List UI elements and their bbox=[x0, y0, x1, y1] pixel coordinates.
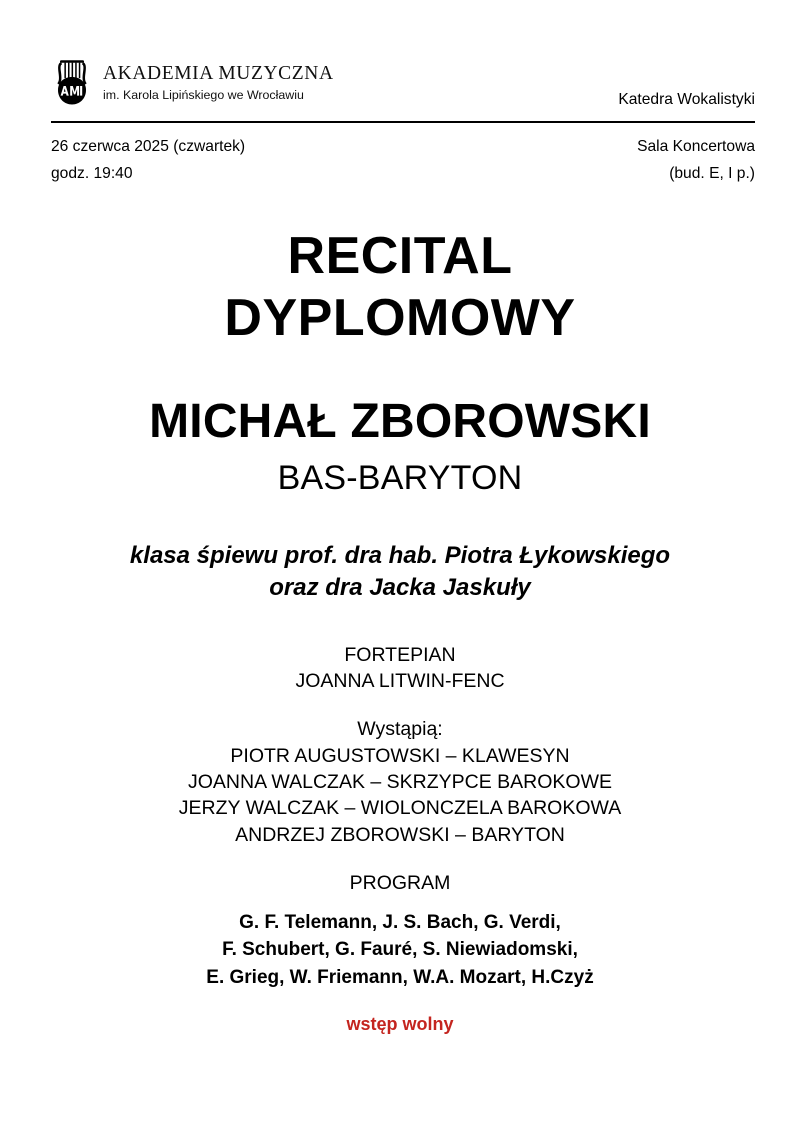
program-heading: PROGRAM bbox=[349, 871, 451, 894]
piano-credit bbox=[0, 643, 800, 694]
program-composers bbox=[0, 909, 800, 990]
piano-label: FORTEPIAN bbox=[344, 643, 456, 666]
academy-branding bbox=[51, 56, 334, 108]
performer-block bbox=[0, 396, 800, 499]
department-label: Katedra Wokalistyki bbox=[618, 91, 755, 109]
poster-body bbox=[0, 226, 800, 1036]
event-date: 26 czerwca 2025 (czwartek) bbox=[51, 138, 246, 155]
guest-performer-item: ANDRZEJ ZBOROWSKI – BARYTON bbox=[235, 823, 565, 846]
event-datetime bbox=[51, 133, 245, 188]
program-composer-line: G. F. Telemann, J. S. Bach, G. Verdi, bbox=[239, 912, 561, 934]
teacher-credit bbox=[0, 540, 800, 605]
teacher-credit-line1: klasa śpiewu prof. dra hab. Piotra Łykowskiego bbox=[129, 542, 671, 570]
performer-name: MICHAŁ ZBOROWSKI bbox=[149, 394, 651, 448]
guests-intro: Wystąpią: bbox=[357, 718, 443, 741]
page-title-line2: DYPLOMOWY bbox=[224, 288, 576, 347]
event-location bbox=[637, 133, 755, 188]
poster-header bbox=[51, 52, 755, 112]
event-meta bbox=[51, 133, 755, 188]
guest-performer-item: JERZY WALCZAK – WIOLONCZELA BAROKOWA bbox=[178, 797, 622, 820]
header-divider bbox=[51, 121, 755, 123]
page-title bbox=[0, 226, 800, 350]
performer-voice-type: BAS-BARYTON bbox=[277, 458, 523, 497]
free-entry-note: wstęp wolny bbox=[346, 1013, 454, 1034]
lyre-logo-icon bbox=[51, 56, 93, 108]
academy-name-block bbox=[103, 56, 334, 103]
program-composer-line: F. Schubert, G. Fauré, S. Niewiadomski, bbox=[222, 939, 578, 961]
teacher-credit-line2: oraz dra Jacka Jaskuły bbox=[269, 574, 531, 602]
guest-performers bbox=[0, 716, 800, 848]
program-composer-line: E. Grieg, W. Friemann, W.A. Mozart, H.Czyż bbox=[206, 966, 594, 988]
page-title-line1: RECITAL bbox=[287, 227, 513, 285]
academy-subtitle: im. Karola Lipińskiego we Wrocławiu bbox=[103, 87, 304, 102]
piano-name: JOANNA LITWIN-FENC bbox=[295, 669, 505, 692]
venue-name: Sala Koncertowa bbox=[637, 138, 755, 155]
guest-performer-item: JOANNA WALCZAK – SKRZYPCE BAROKOWE bbox=[187, 770, 613, 793]
guest-performer-item: PIOTR AUGUSTOWSKI – KLAWESYN bbox=[230, 744, 570, 767]
event-time: godz. 19:40 bbox=[51, 165, 133, 183]
venue-detail: (bud. E, I p.) bbox=[669, 165, 755, 183]
academy-name: AKADEMIA MUZYCZNA bbox=[103, 63, 334, 84]
